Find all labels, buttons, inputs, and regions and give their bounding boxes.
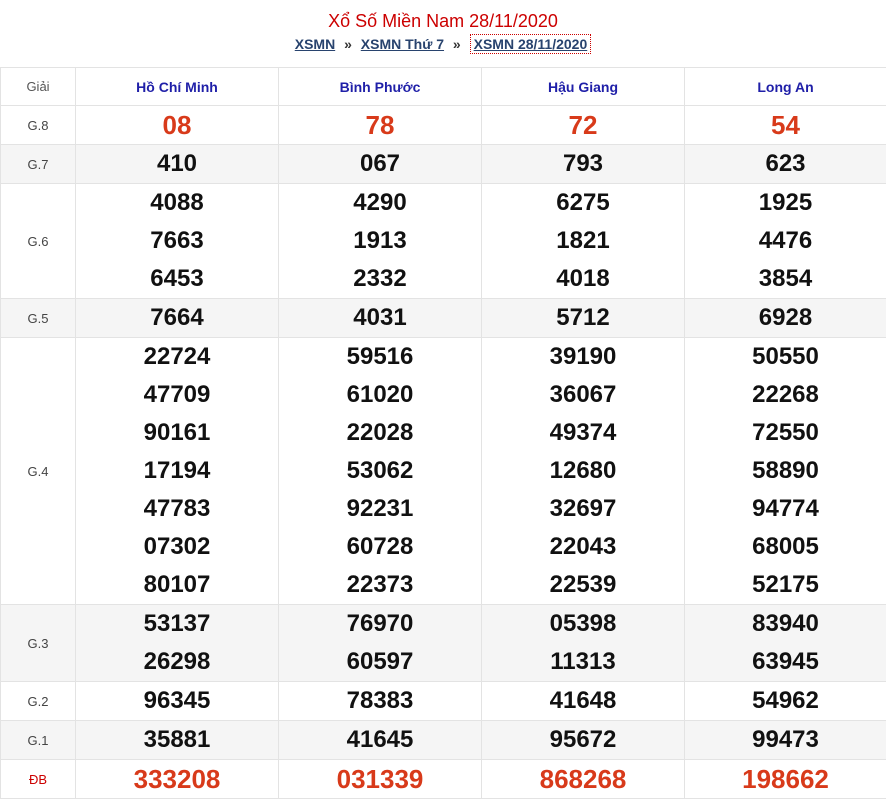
table-row [1,760,886,799]
prize-label: G.4 [1,338,76,605]
result-number: 7663 [150,227,204,254]
result-number: 22043 [549,533,617,560]
result-number: 1913 [353,227,407,254]
result-number: 12680 [549,457,617,484]
result-number: 7664 [150,304,204,331]
result-cell [482,184,685,299]
prize-column-header: Giải [1,68,76,106]
result-number: 198662 [742,764,829,794]
result-number: 793 [562,150,604,177]
result-cell [76,184,279,299]
prize-label: G.8 [1,106,76,145]
result-cell [482,338,685,605]
table-row [1,145,886,184]
result-number: 94774 [752,495,819,522]
result-cell [279,760,482,799]
result-cell [279,338,482,605]
result-number: 1925 [758,189,813,216]
province-header-long-an: Long An [685,68,886,106]
result-number: 22028 [346,419,414,446]
result-cell [279,299,482,338]
result-number: 067 [359,150,401,177]
breadcrumb [0,33,886,55]
result-number: 47709 [143,381,211,408]
result-number: 36067 [549,381,617,408]
result-number: 78 [365,110,395,140]
result-number: 95672 [549,726,617,753]
result-number: 031339 [336,764,424,794]
result-cell [76,338,279,605]
result-cell [482,721,685,760]
result-number: 96345 [143,687,211,714]
result-number: 22539 [549,571,617,598]
result-number: 39190 [549,343,617,370]
result-cell [685,145,886,184]
result-number: 49374 [549,419,617,446]
result-cell [279,106,482,145]
breadcrumb-link-xsmn-thu-7[interactable]: XSMN Thứ 7 [360,36,445,52]
result-number: 410 [156,150,198,177]
breadcrumb-separator: » [452,36,461,52]
result-number: 90161 [143,419,211,446]
result-number: 53137 [143,610,211,637]
result-number: 07302 [143,533,211,560]
table-row [1,682,886,721]
result-number: 50550 [752,343,819,370]
result-number: 4476 [758,227,813,254]
result-cell [279,721,482,760]
result-cell [685,682,886,721]
result-cell [76,721,279,760]
result-cell [685,721,886,760]
result-cell [685,106,886,145]
result-number: 52175 [752,571,819,598]
result-number: 47783 [143,495,211,522]
result-cell [76,299,279,338]
result-cell [482,299,685,338]
result-number: 32697 [549,495,617,522]
result-number: 60728 [346,533,414,560]
result-cell [279,605,482,682]
prize-label: G.6 [1,184,76,299]
prize-label: ĐB [1,760,76,799]
result-number: 623 [765,150,806,177]
result-number: 58890 [752,457,819,484]
result-cell [482,106,685,145]
result-number: 61020 [346,381,414,408]
table-header-row [1,68,886,106]
result-number: 868268 [539,764,627,794]
prize-label: G.1 [1,721,76,760]
result-number: 60597 [346,648,414,675]
result-number: 80107 [143,571,211,598]
breadcrumb-link-xsmn[interactable]: XSMN [294,36,336,52]
table-row [1,106,886,145]
result-number: 3854 [758,265,813,292]
province-header-ho-chi-minh: Hồ Chí Minh [76,68,279,106]
result-number: 92231 [346,495,414,522]
result-number: 4018 [556,265,610,292]
page-header [0,0,886,67]
result-cell [279,184,482,299]
result-number: 78383 [346,687,414,714]
results-body [1,106,886,799]
result-cell [685,338,886,605]
result-number: 05398 [549,610,617,637]
result-number: 26298 [143,648,211,675]
result-cell [76,145,279,184]
result-cell [76,605,279,682]
result-cell [482,760,685,799]
result-cell [76,760,279,799]
prize-label: G.2 [1,682,76,721]
prize-label: G.5 [1,299,76,338]
table-row [1,299,886,338]
result-number: 54962 [752,687,819,714]
breadcrumb-link-current-date[interactable]: XSMN 28/11/2020 [470,34,592,54]
result-number: 4290 [353,189,407,216]
result-number: 6453 [150,265,204,292]
result-cell [279,145,482,184]
result-number: 72 [568,110,598,140]
result-cell [279,682,482,721]
result-cell [76,106,279,145]
table-row [1,721,886,760]
result-number: 6928 [758,304,813,331]
prize-label: G.3 [1,605,76,682]
page-title: Xổ Số Miền Nam 28/11/2020 [328,11,558,31]
result-cell [685,605,886,682]
province-header-hau-giang: Hậu Giang [482,68,685,106]
result-number: 41645 [346,726,414,753]
result-number: 22724 [143,343,211,370]
result-number: 22373 [346,571,414,598]
result-number: 99473 [752,726,819,753]
result-number: 76970 [346,610,414,637]
result-cell [482,605,685,682]
table-row [1,605,886,682]
prize-label: G.7 [1,145,76,184]
result-number: 63945 [752,648,819,675]
result-number: 333208 [133,764,221,794]
result-cell [685,299,886,338]
result-number: 35881 [143,726,211,753]
result-number: 54 [771,110,800,140]
results-table [0,67,886,799]
result-number: 59516 [346,343,414,370]
result-number: 41648 [549,687,617,714]
result-number: 83940 [752,610,819,637]
result-number: 72550 [752,419,819,446]
result-number: 22268 [752,381,819,408]
table-row [1,184,886,299]
result-number: 17194 [143,457,211,484]
result-cell [685,184,886,299]
result-cell [482,682,685,721]
result-number: 53062 [346,457,414,484]
result-number: 68005 [752,533,819,560]
result-cell [76,682,279,721]
result-cell [685,760,886,799]
result-number: 11313 [550,648,616,675]
result-number: 1821 [556,227,610,254]
result-number: 2332 [353,265,407,292]
table-row [1,338,886,605]
result-number: 5712 [556,304,610,331]
result-number: 08 [162,110,192,140]
province-header-binh-phuoc: Bình Phước [279,68,482,106]
result-number: 4088 [150,189,204,216]
result-cell [482,145,685,184]
breadcrumb-separator: » [344,36,352,52]
result-number: 6275 [556,189,610,216]
result-number: 4031 [353,304,407,331]
